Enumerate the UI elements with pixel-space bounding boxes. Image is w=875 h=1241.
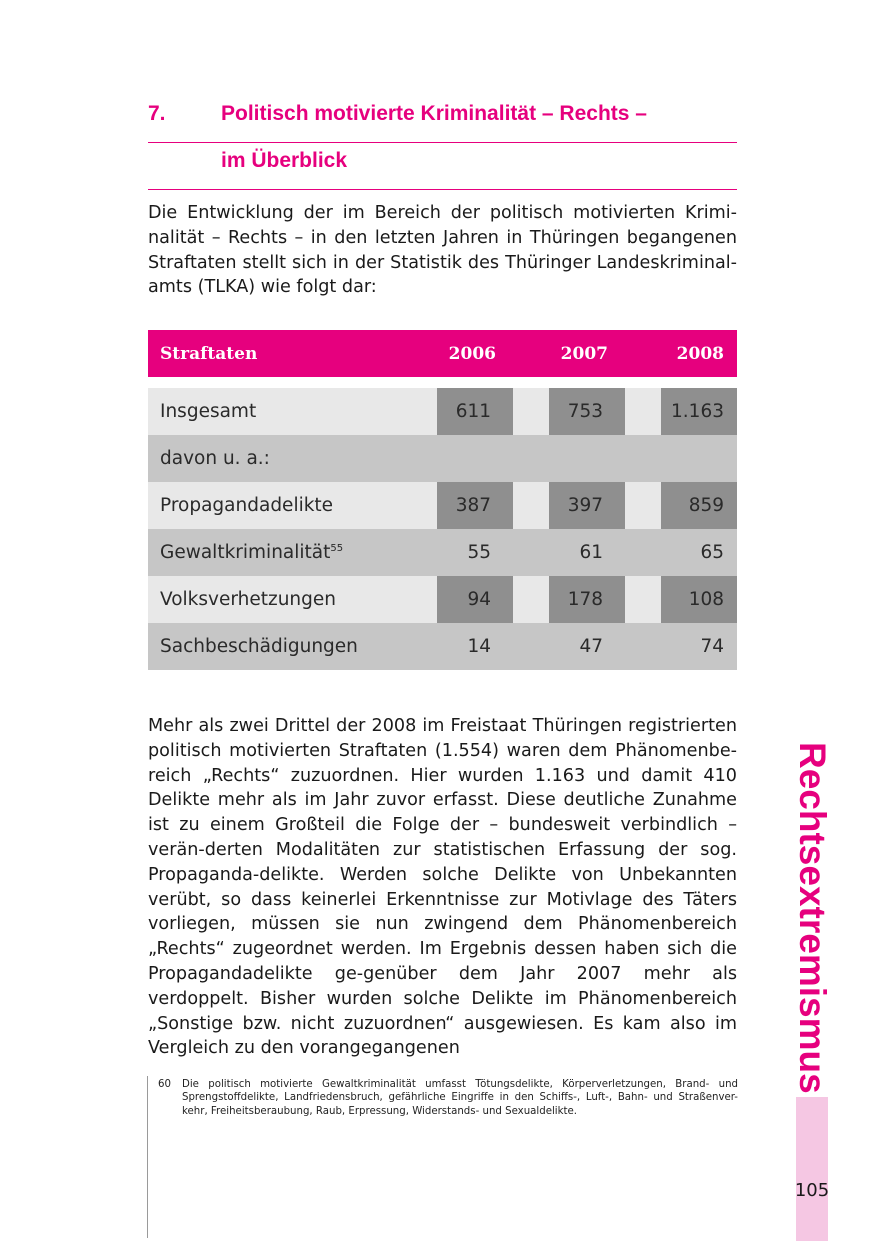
table-cell: 859	[688, 495, 724, 516]
table-cell: 55	[467, 542, 491, 563]
table-cell: 61	[579, 542, 603, 563]
intro-paragraph: Die Entwicklung der im Bereich der politisch motivierten Krimi-nalität – Rechts – in den letzten Jahren in Thüringen begangenen Straftaten stellt sich in der Statistik des Thüringer Landeskriminal-amts (TLKA) wie folgt dar:	[148, 203, 737, 298]
statistics-table	[148, 330, 737, 670]
table-cell: 387	[455, 495, 491, 516]
table-row	[148, 435, 737, 482]
table-cell: 611	[455, 401, 491, 422]
table-row	[148, 576, 737, 623]
header-year: 2008	[676, 344, 724, 364]
table-row	[148, 388, 737, 435]
row-label: Propagandadelikte	[160, 495, 334, 516]
section-heading	[148, 102, 737, 143]
table-cell: 74	[700, 636, 724, 657]
row-label: Volksverhetzungen	[160, 589, 337, 610]
table-cell: 14	[467, 636, 491, 657]
table-cell: 397	[567, 495, 603, 516]
table-row	[148, 623, 737, 670]
chapter-tab	[796, 1097, 828, 1241]
table-cell: 108	[688, 589, 724, 610]
table-row	[148, 482, 737, 529]
footnote-text: Die politisch motivierte Gewaltkriminalität umfasst Tötungsdelikte, Körperverletzungen, Brand- und Sprengstoffdelikte, Landfriedensbruch, gefährliche Eingriffe in den Schiffs-, Luft-, Bahn- und Straßenver-kehr, Freiheitsberaubung, Raub, Erpressung, Widerstands- und Sexualdelikte.	[182, 1079, 738, 1117]
body-paragraph: Mehr als zwei Drittel der 2008 im Freistaat Thüringen registrierten politisch motivierten Straftaten (1.554) waren dem Phänomenbe-reich „Rechts“ zuzuordnen. Hier wurden 1.163 und damit 410 Delikte mehr als im Jahr zuvor erfasst. Diese deutliche Zunahme ist zu einem Großteil die Folge der – bundesweit verbindlich – verän-derten Modalitäten zur statistischen Erfassung der sog. Propaganda-delikte. Werden solche Delikte von Unbekannten verübt, so dass keinerlei Erkenntnisse zur Motivlage des Täters vorliegen, müssen sie nun zwingend dem Phänomenbereich „Rechts“ zugeordnet werden. Im Ergebnis dessen haben sich die Propagandadelikte ge-genüber dem Jahr 2007 mehr als verdoppelt. Bisher wurden solche Delikte im Phänomenbereich „Sonstige bzw. nicht zuzuordnen“ ausgewiesen. Es kam also im Vergleich zu den vorangegangenen	[148, 716, 737, 1059]
table-cell: 65	[700, 542, 724, 563]
row-label: Insgesamt	[160, 401, 257, 422]
row-label: Sachbeschädigungen	[160, 636, 358, 657]
page-number: 105	[794, 1180, 830, 1201]
row-label: davon u. a.:	[160, 448, 270, 469]
footnote-number: 60	[158, 1079, 171, 1090]
table-cell: 178	[567, 589, 603, 610]
table-cell: 94	[467, 589, 491, 610]
section-title-line-2: im Überblick	[221, 149, 348, 172]
table-header	[148, 330, 737, 377]
chapter-sidebar-title: Rechtsextremismus	[792, 742, 833, 1094]
header-year: 2006	[448, 344, 496, 364]
section-heading-continued	[148, 149, 737, 190]
header-year: 2007	[560, 344, 608, 364]
header-label: Straftaten	[160, 344, 258, 364]
footnote-reference: 55	[330, 543, 344, 554]
table-cell: 47	[579, 636, 603, 657]
section-title-line-1: Politisch motivierte Kriminalität – Rechts –	[221, 102, 647, 125]
row-label: Gewaltkriminalität$^{55}$	[160, 542, 344, 563]
section-number: 7.	[148, 102, 166, 125]
table-cell: 1.163	[671, 401, 724, 422]
table-row	[148, 529, 737, 576]
table-cell: 753	[567, 401, 603, 422]
footnote-rule	[147, 1076, 148, 1238]
